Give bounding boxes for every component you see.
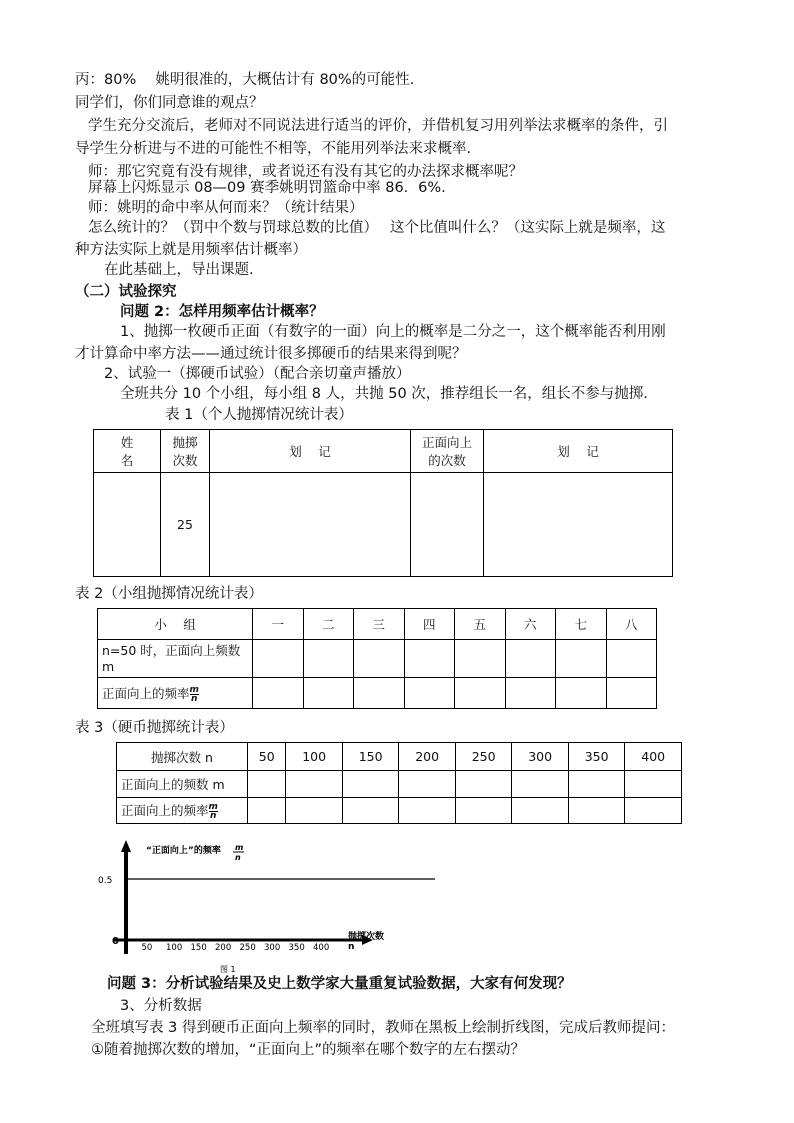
table-cell <box>94 473 161 577</box>
text-line: 在此基础上，导出课题. <box>104 262 254 278</box>
table-group <box>97 608 657 709</box>
question-heading: 问题 3：分析试验结果及史上数学家大量重复试验数据，大家有何发现？ <box>107 976 572 992</box>
group-header: 八 <box>606 609 657 640</box>
table-coin <box>116 742 682 824</box>
table-header-cell: 小 组 <box>98 609 253 640</box>
frequency-chart <box>90 836 470 976</box>
x-tick-label: 200 <box>215 943 232 953</box>
count-header: 150 <box>342 743 399 771</box>
text-line: 3、分析数据 <box>120 998 202 1014</box>
text-line: 丙：80% 姚明很准的，大概估计有 80%的可能性. <box>75 72 415 88</box>
group-header: 一 <box>253 609 304 640</box>
text-line: 屏幕上闪烁显示 08—09 赛季姚明罚篮命中率 86．6%. <box>88 180 446 196</box>
row-label: 正面向上的频率 $\frac{m}{n}$ <box>117 798 248 824</box>
svg-text:n: n <box>235 853 241 862</box>
count-header: 100 <box>286 743 343 771</box>
table-header-cell: 姓 名 <box>94 430 161 473</box>
svg-text:m: m <box>235 843 244 852</box>
figure-caption: 图 1 <box>220 965 236 974</box>
x-axis-label: 抛掷次数 n <box>348 932 385 952</box>
text-line: 学生充分交流后，老师对不同说法进行适当的评价，并借机复习用列举法求概率的条件，引 <box>88 118 668 134</box>
count-header: 50 <box>248 743 286 771</box>
table-cell: 25 <box>161 473 210 577</box>
group-header: 六 <box>505 609 556 640</box>
table-caption: 表 1（个人抛掷情况统计表） <box>165 407 353 423</box>
text-line: 1、抛掷一枚硬币正面（有数字的一面）向上的概率是二分之一，这个概率能否利用刚 <box>120 324 666 340</box>
y-axis-label: “正面向上”的频率 <box>146 846 221 856</box>
x-tick-label: 100 <box>166 943 183 953</box>
table-individual <box>93 429 673 577</box>
text-line: 种方法实际上就是用频率估计概率） <box>75 242 307 258</box>
fraction: $\frac{m}{n}$ <box>208 802 218 821</box>
count-header: 400 <box>625 743 682 771</box>
group-header: 五 <box>455 609 506 640</box>
x-tick-label: 250 <box>239 943 256 953</box>
table-caption: 表 3（硬币抛掷统计表） <box>75 720 234 736</box>
group-header: 三 <box>354 609 405 640</box>
group-header: 七 <box>556 609 607 640</box>
table-header-cell: 划 记 <box>210 430 411 473</box>
text-line: 怎么统计的？（罚中个数与罚球总数的比值） 这个比值叫什么？（这实际上就是频率，这 <box>88 220 666 236</box>
group-header: 二 <box>303 609 354 640</box>
x-tick-label: 150 <box>190 943 207 953</box>
question-heading: 问题 2：怎样用频率估计概率？ <box>120 304 324 320</box>
table-cell <box>484 473 673 577</box>
table-header-cell: 抛掷 次数 <box>161 430 210 473</box>
row-label: n=50 时，正面向上频数 m <box>98 640 253 678</box>
table-cell <box>411 473 484 577</box>
table-cell <box>210 473 411 577</box>
x-tick-label: 300 <box>264 943 281 953</box>
text-line: 全班共分 10 个小组，每小组 8 人，共抛 50 次，推荐组长一名，组长不参与抛掷. <box>120 386 648 402</box>
row-label: 正面向上的频数 m <box>117 771 248 798</box>
text-line: 导学生分析进与不进的可能性不相等，不能用列举法来求概率. <box>75 141 472 157</box>
count-header: 200 <box>399 743 456 771</box>
x-tick-label: 350 <box>288 943 305 953</box>
x-tick-label: 400 <box>313 943 330 953</box>
count-header: 300 <box>512 743 569 771</box>
table-caption: 表 2（小组抛掷情况统计表） <box>75 586 263 602</box>
count-header: 350 <box>568 743 625 771</box>
section-heading: （二）试验探究 <box>75 284 177 300</box>
x-tick-label: 50 <box>141 943 153 953</box>
y-label-fraction <box>233 843 244 862</box>
y-axis-arrow <box>121 840 131 852</box>
text-line: ①随着抛掷次数的增加，“正面向上”的频率在哪个数字的左右摆动？ <box>91 1042 526 1058</box>
fraction: $\frac{m}{n}$ <box>189 684 199 704</box>
text-line: 2、试验一（掷硬币试验）（配合亲切童声播放） <box>104 366 411 382</box>
text-line: 全班填写表 3 得到硬币正面向上频率的同时，教师在黑板上绘制折线图，完成后教师提问： <box>91 1020 675 1036</box>
table-header-cell: 抛掷次数 n <box>117 743 248 771</box>
table-header-cell: 划 记 <box>484 430 673 473</box>
group-header: 四 <box>404 609 455 640</box>
y-tick-label: 0.5 <box>98 876 113 886</box>
origin-label: 0 <box>112 936 119 947</box>
text-line: 师：姚明的命中率从何而来？（统计结果） <box>88 200 364 216</box>
count-header: 250 <box>455 743 512 771</box>
table-header-cell: 正面向上 的次数 <box>411 430 484 473</box>
row-label: 正面向上的频率 $\frac{m}{n}$ <box>98 678 253 709</box>
text-line: 才计算命中率方法——通过统计很多掷硬币的结果来得到呢？ <box>75 346 467 362</box>
text-line: 师：那它究竟有没有规律，或者说还有没有其它的办法探求概率呢？ <box>88 164 523 180</box>
text-line: 同学们，你们同意谁的观点？ <box>75 95 264 111</box>
